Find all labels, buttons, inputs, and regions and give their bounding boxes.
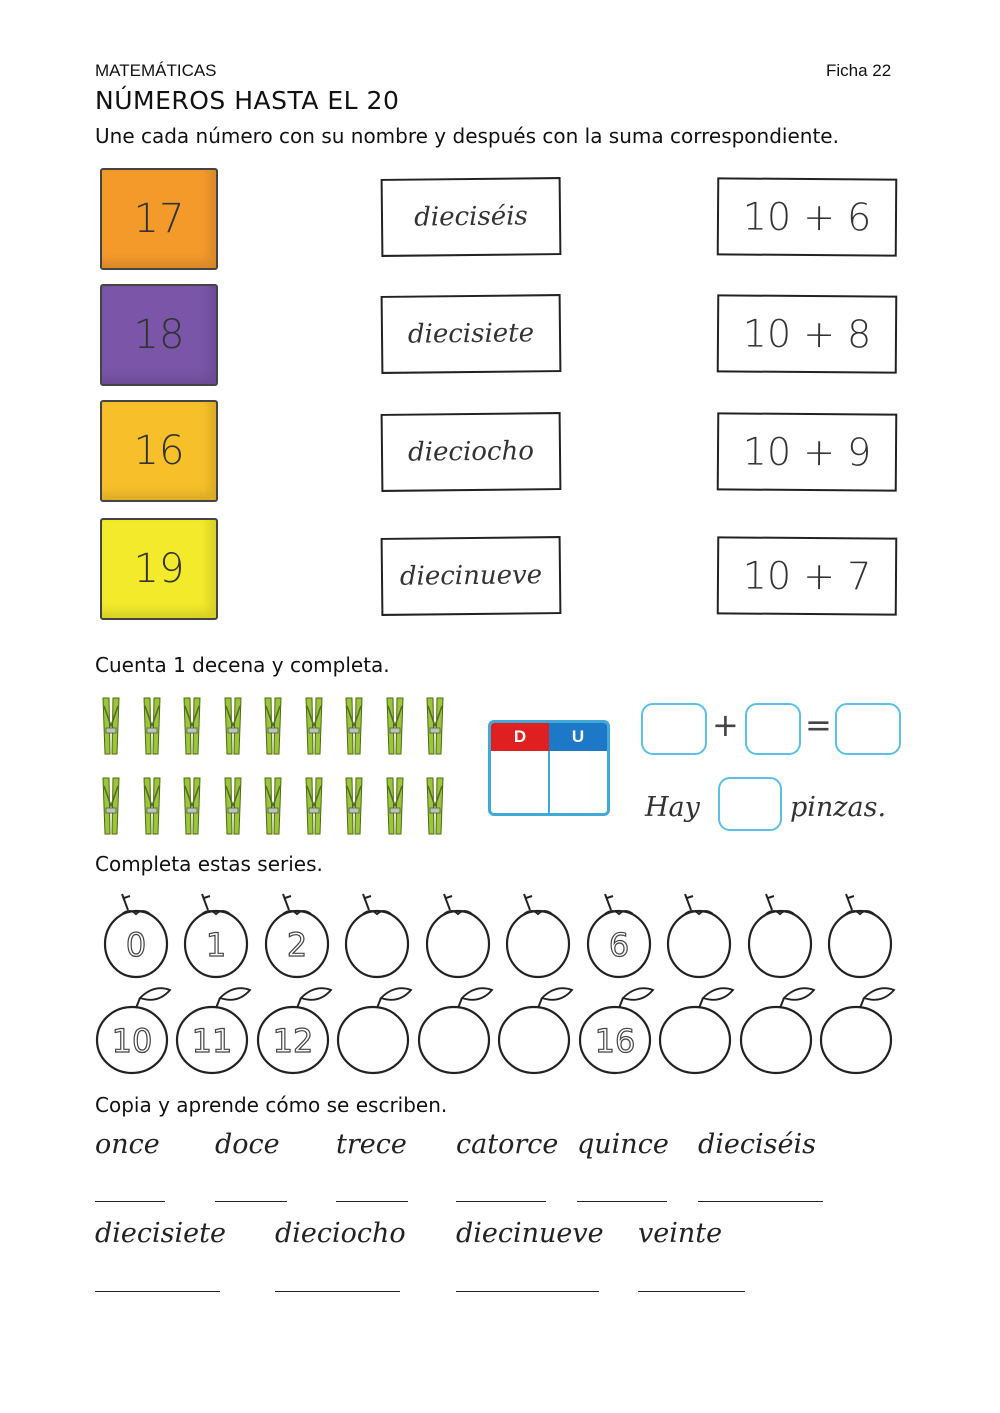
copy-word: quince [577,1129,669,1160]
series-number: 12 [272,1022,314,1060]
writing-line[interactable] [336,1201,408,1202]
tomato-icon[interactable] [749,894,811,977]
orange-icon[interactable] [97,988,170,1073]
copy-word: dieciséis [698,1129,816,1160]
section1-instruction: Une cada número con su nombre y después con la suma correspondiente. [95,124,839,148]
number-tile: 19 [100,518,218,620]
clothespin-icon [343,696,365,756]
writing-line[interactable] [577,1201,667,1202]
series-number: 1 [205,926,227,964]
clothespin-icon [181,776,203,836]
sum-box: 10 + 8 [717,294,898,373]
page-title: NÚMEROS HASTA EL 20 [95,86,400,115]
sentence-start: Hay [645,792,700,823]
count-answer-box[interactable] [718,777,782,831]
copy-word: doce [215,1129,280,1160]
sentence-end: pinzas. [790,792,887,823]
number-tile: 18 [100,284,218,386]
clothespin-icon [222,776,244,836]
writing-line[interactable] [638,1291,745,1292]
number-name-box: dieciocho [381,412,562,492]
orange-icon[interactable] [338,988,411,1073]
copy-word: trece [336,1129,407,1160]
number-tile: 16 [100,400,218,502]
series-number: 0 [125,926,147,964]
orange-icon[interactable] [580,988,653,1073]
writing-line[interactable] [215,1201,287,1202]
clothespin-icon [303,696,325,756]
orange-icon[interactable] [499,988,572,1073]
clothespin-icon [384,776,406,836]
sum-box: 10 + 7 [717,536,898,615]
orange-icon[interactable] [741,988,814,1073]
sheet-number: Ficha 22 [826,61,892,80]
tens-units-table [488,720,610,816]
fruit-series [90,888,910,1088]
orange-icon[interactable] [419,988,492,1073]
clothespin-icon [384,696,406,756]
number-name-box: diecinueve [381,536,562,616]
clothespin-icon [100,776,122,836]
copy-word: diecisiete [95,1218,226,1249]
copy-word: once [95,1129,160,1160]
tomato-icon[interactable] [829,894,891,977]
tomato-icon[interactable] [588,894,650,977]
tomato-icon[interactable] [346,894,408,977]
copy-word: diecinueve [456,1218,604,1249]
sum-box: 10 + 6 [717,177,898,256]
plus-sign: + [712,706,739,744]
tomato-icon[interactable] [668,894,730,977]
tomato-icon[interactable] [185,894,247,977]
addend-answer-box[interactable] [745,703,801,755]
tomato-icon[interactable] [507,894,569,977]
series-number: 6 [608,926,630,964]
copy-word: veinte [638,1218,723,1249]
series-number: 10 [111,1022,153,1060]
clothespin-icon [181,696,203,756]
clothespin-icon [262,776,284,836]
tens-answer-cell[interactable] [491,751,548,813]
clothespin-icon [222,696,244,756]
writing-line[interactable] [698,1201,823,1202]
clothespin-icon [343,776,365,836]
clothespin-icon [424,696,446,756]
units-header: U [549,723,607,751]
units-answer-cell[interactable] [548,751,607,813]
clothespins-group [100,696,460,838]
number-name-box: dieciséis [381,177,562,257]
orange-icon[interactable] [660,988,733,1073]
clothespin-icon [303,776,325,836]
clothespin-icon [141,696,163,756]
clothespin-icon [100,696,122,756]
sum-answer-box[interactable] [835,703,901,755]
clothespin-icon [262,696,284,756]
orange-icon[interactable] [258,988,331,1073]
orange-icon[interactable] [177,988,250,1073]
section3-instruction: Completa estas series. [95,852,323,876]
addend-answer-box[interactable] [641,703,707,755]
subject-label: MATEMÁTICAS [95,61,217,80]
series-number: 11 [191,1022,233,1060]
writing-line[interactable] [275,1291,400,1292]
tomato-icon[interactable] [266,894,328,977]
writing-line[interactable] [95,1291,220,1292]
writing-line[interactable] [456,1291,599,1292]
section4-instruction: Copia y aprende cómo se escriben. [95,1093,448,1117]
number-tile: 17 [100,168,218,270]
orange-icon[interactable] [821,988,894,1073]
writing-line[interactable] [95,1201,165,1202]
copy-word: dieciocho [275,1218,406,1249]
series-number: 16 [594,1022,636,1060]
equals-sign: = [805,706,832,744]
writing-line[interactable] [456,1201,546,1202]
sum-box: 10 + 9 [717,412,898,491]
series-number: 2 [286,926,308,964]
copy-word: catorce [456,1129,559,1160]
tens-header: D [491,723,549,751]
tomato-icon[interactable] [427,894,489,977]
section2-instruction: Cuenta 1 decena y completa. [95,653,390,677]
tomato-icon[interactable] [105,894,167,977]
clothespin-icon [424,776,446,836]
number-name-box: diecisiete [381,294,562,374]
clothespin-icon [141,776,163,836]
